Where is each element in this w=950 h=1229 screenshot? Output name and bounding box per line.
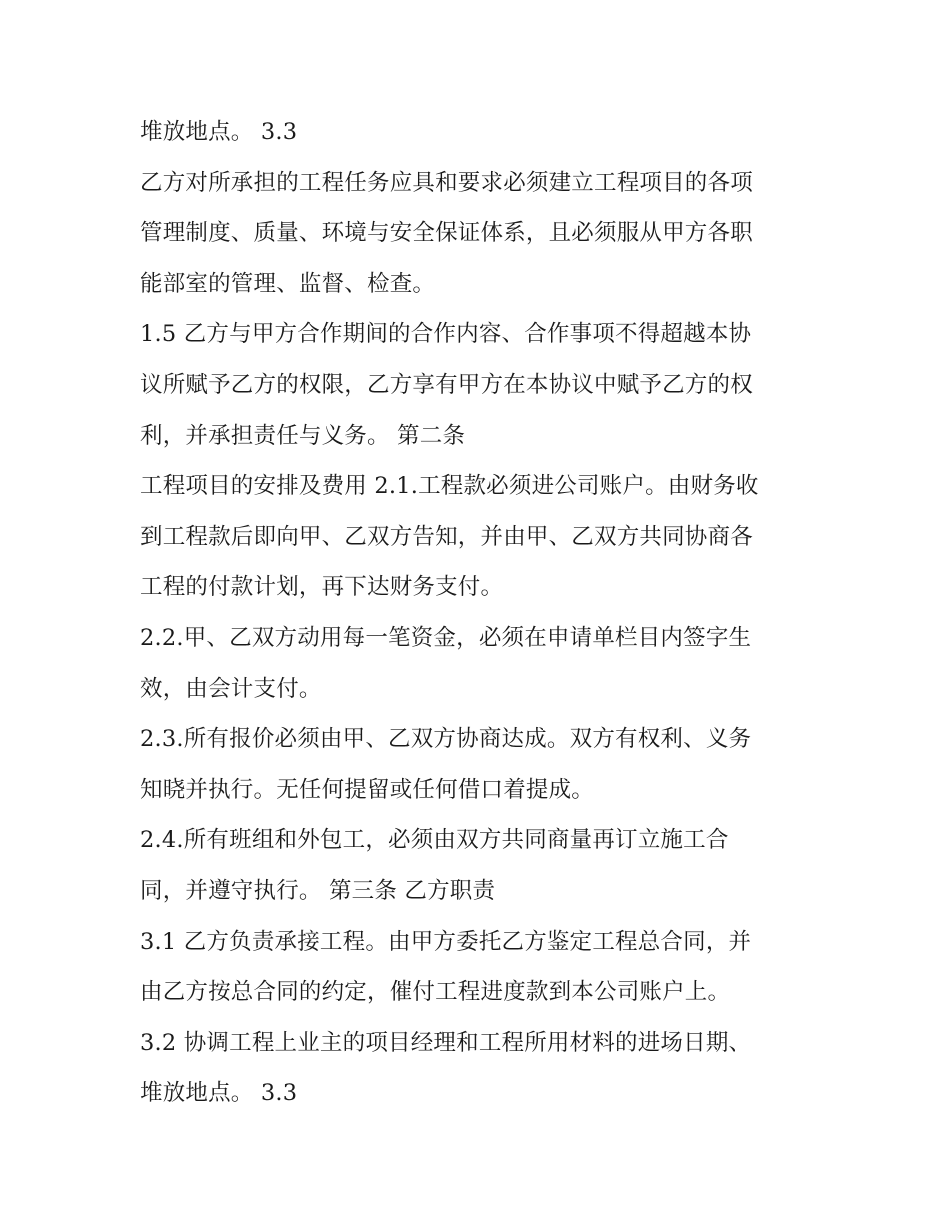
document-body bbox=[140, 107, 830, 1119]
text-line: 1.5 乙方与甲方合作期间的合作内容、合作事项不得超越本协 bbox=[140, 321, 752, 348]
text-line: 由乙方按总合同的约定，催付工程进度款到本公司账户上。 bbox=[140, 979, 731, 1006]
text-line: 利，并承担责任与义务。 第二条 bbox=[140, 422, 466, 449]
text-line: 能部室的管理、监督、检查。 bbox=[140, 270, 436, 297]
text-line: 知晓并执行。无任何提留或任何借口着提成。 bbox=[140, 776, 595, 803]
text-line: 堆放地点。 3.3 bbox=[140, 119, 298, 145]
text-line: 工程的付款计划，再下达财务支付。 bbox=[140, 574, 504, 601]
text-line: 3.1 乙方负责承接工程。由甲方委托乙方鉴定工程总合同，并 bbox=[140, 928, 752, 955]
text-line: 乙方对所承担的工程任务应具和要求必须建立工程项目的各项 bbox=[140, 169, 753, 196]
text-line: 同，并遵守执行。 第三条 乙方职责 bbox=[140, 877, 496, 904]
text-line: 管理制度、质量、环境与安全保证体系，且必须服从甲方各职 bbox=[140, 220, 753, 247]
text-line: 2.2.甲、乙双方动用每一笔资金，必须在申请单栏目内签字生 bbox=[140, 624, 752, 651]
text-line: 2.3.所有报价必须由甲、乙双方协商达成。双方有权利、义务 bbox=[140, 726, 752, 753]
text-line: 到工程款后即向甲、乙双方告知，并由甲、乙双方共同协商各 bbox=[140, 523, 753, 550]
text-line: 2.4.所有班组和外包工，必须由双方共同商量再订立施工合 bbox=[140, 827, 729, 854]
text-line: 工程项目的安排及费用 2.1.工程款必须进公司账户。由财务收 bbox=[140, 473, 759, 500]
text-line: 堆放地点。 3.3 bbox=[140, 1080, 298, 1107]
text-line: 3.2 协调工程上业主的项目经理和工程所用材料的进场日期、 bbox=[140, 1029, 752, 1056]
text-line: 议所赋予乙方的权限，乙方享有甲方在本协议中赋予乙方的权 bbox=[140, 371, 753, 398]
text-line: 效，由会计支付。 bbox=[140, 675, 322, 702]
